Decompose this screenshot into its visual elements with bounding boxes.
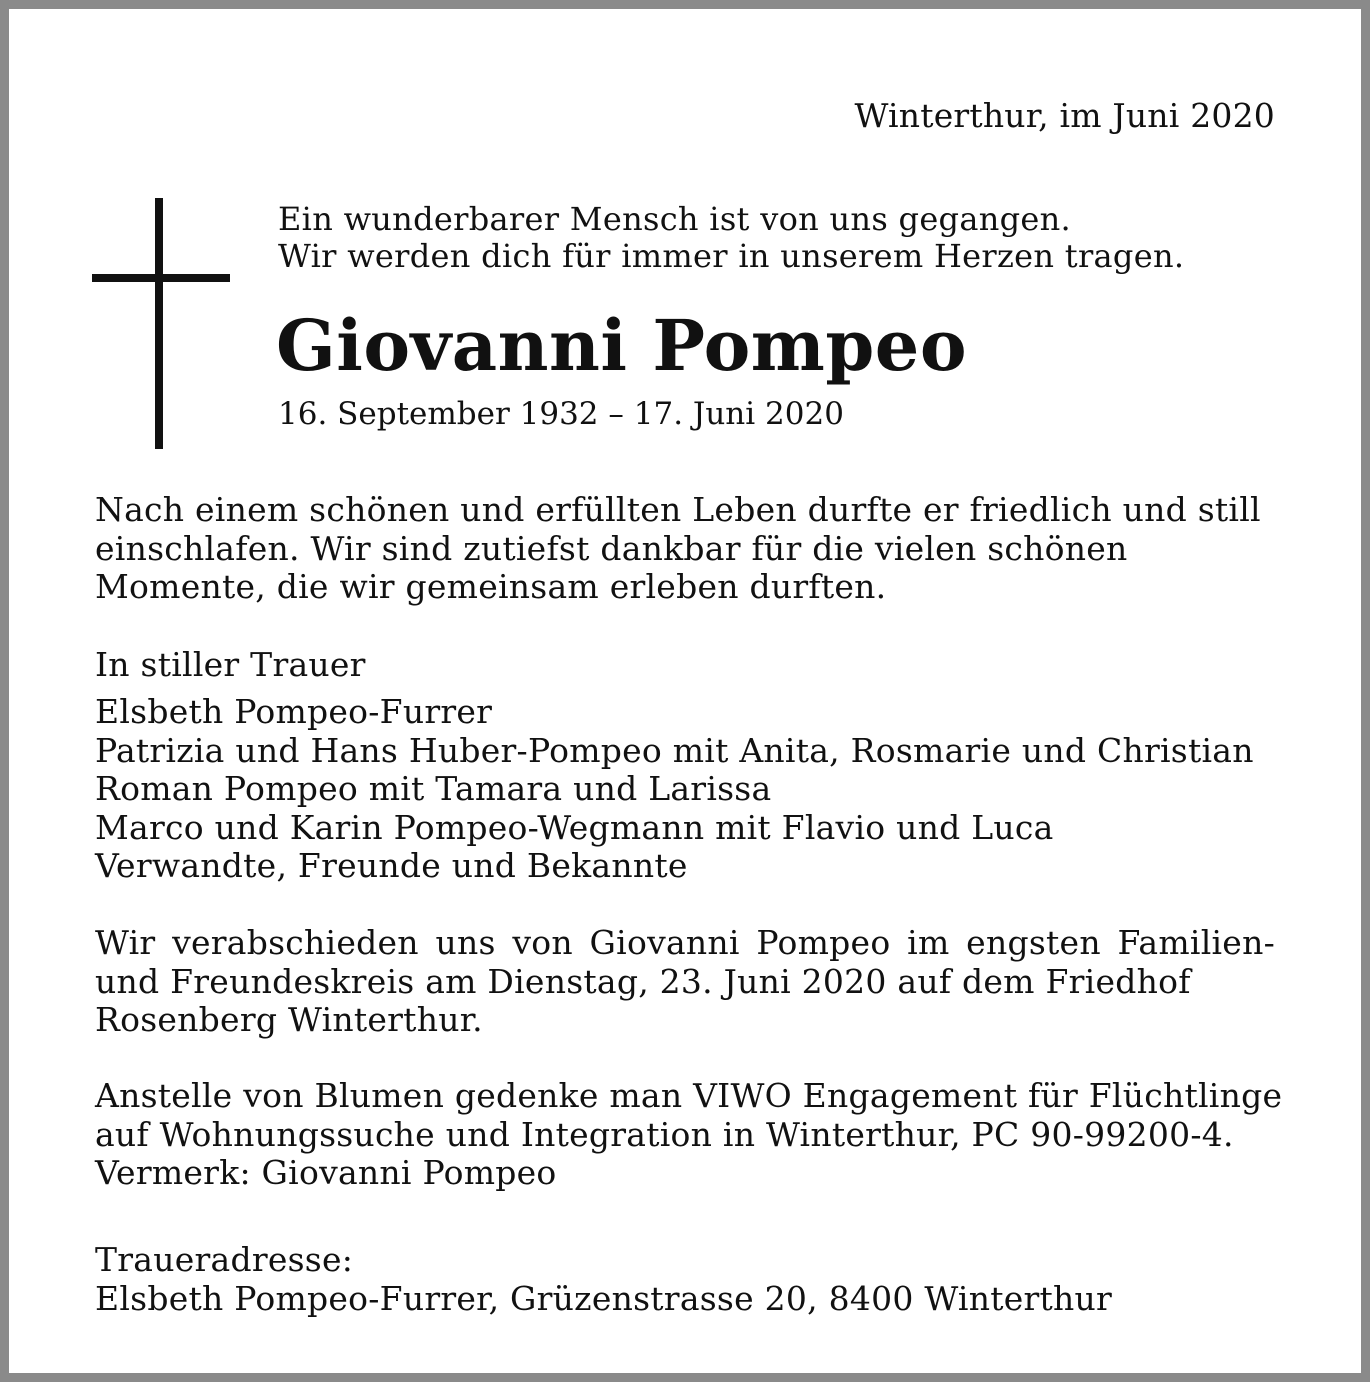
mourner-line: Marco und Karin Pompeo-Wegmann mit Flavio und Luca xyxy=(95,807,1054,847)
mourners-label-text: In stiller Trauer xyxy=(95,645,366,684)
cross-horizontal-bar xyxy=(92,274,230,282)
cross-icon xyxy=(92,198,230,449)
donation-line: auf Wohnungssuche und Integration in Winterthur, PC 90-99200-4. xyxy=(95,1114,1234,1154)
intro-line: einschlafen. Wir sind zutiefst dankbar für die vielen schönen xyxy=(95,528,1128,568)
intro-line: Momente, die wir gemeinsam erleben durften. xyxy=(95,567,887,606)
farewell-line: und Freundeskreis am Dienstag, 23. Juni 2020 auf dem Friedhof xyxy=(95,961,1191,1001)
farewell-line: Rosenberg Winterthur. xyxy=(95,1000,483,1039)
cross-vertical-bar xyxy=(155,198,163,449)
obituary-notice xyxy=(9,9,1361,1373)
mourners-label xyxy=(95,646,366,685)
verse-line: Wir werden dich für immer in unserem Herzen tragen. xyxy=(278,237,1185,275)
mourner-line: Verwandte, Freunde und Bekannte xyxy=(95,846,688,885)
memorial-verse xyxy=(278,201,1184,275)
donation-paragraph xyxy=(95,1077,1282,1193)
intro-line: Nach einem schönen und erfüllten Leben durfte er friedlich und still xyxy=(95,490,1261,529)
donation-line: Vermerk: Giovanni Pompeo xyxy=(95,1153,557,1192)
mourner-line: Roman Pompeo mit Tamara und Larissa xyxy=(95,769,772,808)
address-value: Elsbeth Pompeo-Furrer, Grüzenstrasse 20, 8400 Winterthur xyxy=(95,1278,1113,1318)
intro-paragraph xyxy=(95,491,1261,607)
donation-line: Anstelle von Blumen gedenke man VIWO Engagement für Flüchtlinge xyxy=(95,1076,1283,1115)
mourners-list xyxy=(95,693,1254,886)
mourner-line: Patrizia und Hans Huber-Pompeo mit Anita, Rosmarie und Christian xyxy=(95,730,1254,770)
life-dates: 16. September 1932 – 17. Juni 2020 xyxy=(278,396,844,432)
place-date: Winterthur, im Juni 2020 xyxy=(854,96,1275,135)
farewell-line: Wir verabschieden uns von Giovanni Pompeo im engsten Familien- xyxy=(95,923,1275,962)
mourning-address xyxy=(95,1241,1112,1318)
farewell-paragraph xyxy=(95,924,1275,1040)
mourner-line: Elsbeth Pompeo-Furrer xyxy=(95,692,493,731)
deceased-name: Giovanni Pompeo xyxy=(276,304,968,387)
address-label: Traueradresse: xyxy=(95,1240,354,1279)
verse-line: Ein wunderbarer Mensch ist von uns gegangen. xyxy=(278,200,1072,238)
